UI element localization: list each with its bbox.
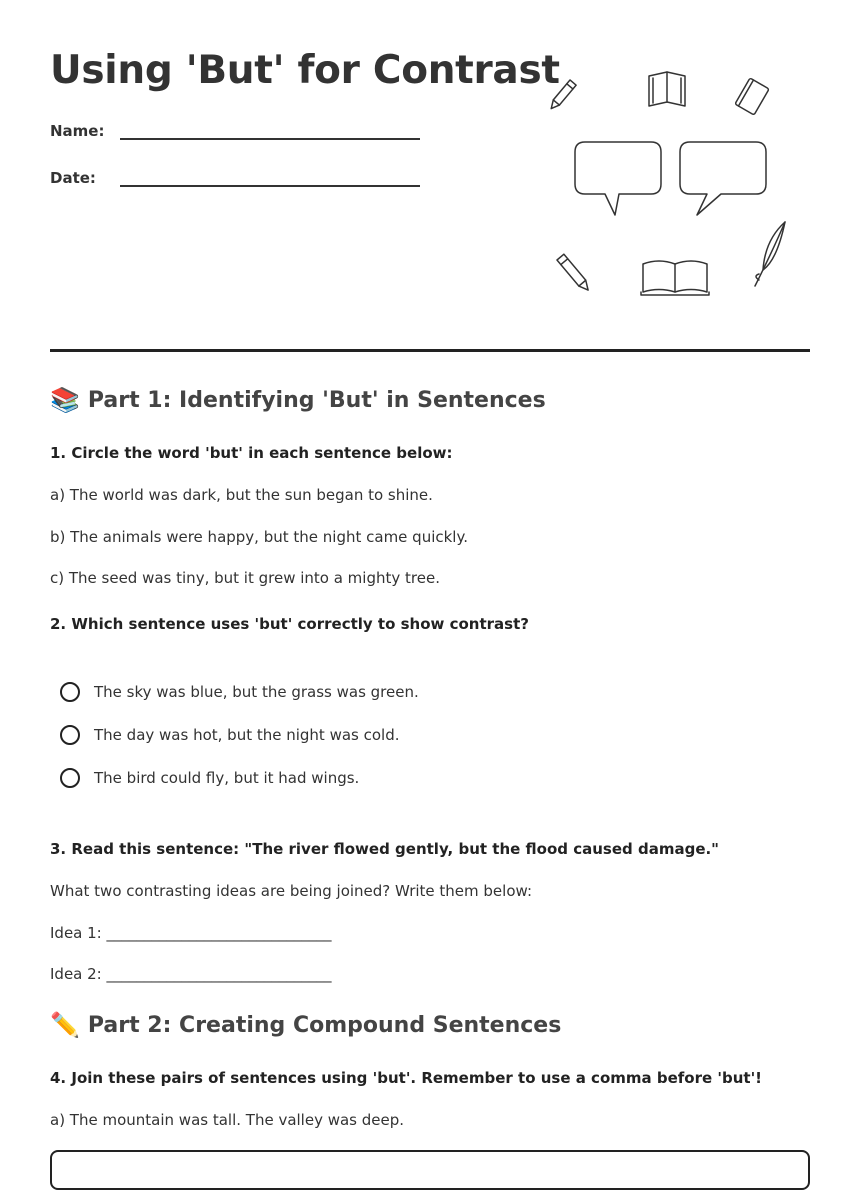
speech-bubble-icon bbox=[575, 142, 661, 215]
q4-item-a: a) The mountain was tall. The valley was deep. bbox=[50, 1111, 405, 1129]
q3-instruction: What two contrasting ideas are being joined? Write them below: bbox=[50, 882, 532, 900]
part1-heading bbox=[50, 386, 546, 414]
q1-prompt: 1. Circle the word 'but' in each sentence below: bbox=[50, 444, 453, 462]
q1-sentence-b: b) The animals were happy, but the night came quickly. bbox=[50, 528, 468, 546]
date-label: Date: bbox=[50, 169, 96, 187]
radio-button[interactable] bbox=[60, 725, 80, 745]
q4-answer-box[interactable] bbox=[50, 1150, 810, 1190]
closed-book-icon bbox=[735, 78, 769, 115]
q2-option-3[interactable] bbox=[60, 768, 359, 788]
pencil-emoji-icon: ✏️ bbox=[50, 1011, 80, 1039]
pencil-icon bbox=[557, 254, 592, 293]
header-divider bbox=[50, 349, 810, 352]
q3-prompt: 3. Read this sentence: "The river flowed gently, but the flood caused damage." bbox=[50, 840, 720, 858]
feather-quill-icon bbox=[755, 222, 785, 286]
date-field[interactable] bbox=[50, 167, 420, 187]
q3-idea-1[interactable]: Idea 1: ______________________________ bbox=[50, 924, 332, 942]
q2-option-2[interactable] bbox=[60, 725, 400, 745]
q2-option-1-text: The sky was blue, but the grass was green. bbox=[94, 683, 419, 701]
name-line[interactable] bbox=[120, 120, 420, 140]
name-label: Name: bbox=[50, 122, 105, 140]
name-field[interactable] bbox=[50, 120, 420, 140]
part2-heading bbox=[50, 1011, 561, 1039]
pencil-icon bbox=[548, 80, 576, 111]
open-book-icon bbox=[641, 261, 709, 295]
q1-sentence-a: a) The world was dark, but the sun began to shine. bbox=[50, 486, 433, 504]
radio-button[interactable] bbox=[60, 682, 80, 702]
part1-title: Part 1: Identifying 'But' in Sentences bbox=[87, 387, 546, 413]
radio-button[interactable] bbox=[60, 768, 80, 788]
open-book-icon bbox=[649, 72, 685, 106]
q2-option-2-text: The day was hot, but the night was cold. bbox=[94, 726, 400, 744]
q4-prompt: 4. Join these pairs of sentences using 'but'. Remember to use a comma before 'but'! bbox=[50, 1069, 763, 1087]
speech-bubble-icon bbox=[680, 142, 766, 215]
q3-idea-2[interactable]: Idea 2: ______________________________ bbox=[50, 965, 332, 983]
books-icon: 📚 bbox=[50, 386, 80, 414]
q1-sentence-c: c) The seed was tiny, but it grew into a mighty tree. bbox=[50, 569, 440, 587]
part2-title: Part 2: Creating Compound Sentences bbox=[87, 1012, 562, 1038]
q2-option-1[interactable] bbox=[60, 682, 419, 702]
doodle-illustration bbox=[545, 60, 805, 310]
page-title: Using 'But' for Contrast bbox=[50, 48, 560, 93]
q2-option-3-text: The bird could fly, but it had wings. bbox=[94, 769, 360, 787]
q2-prompt: 2. Which sentence uses 'but' correctly to show contrast? bbox=[50, 615, 529, 633]
date-line[interactable] bbox=[120, 167, 420, 187]
